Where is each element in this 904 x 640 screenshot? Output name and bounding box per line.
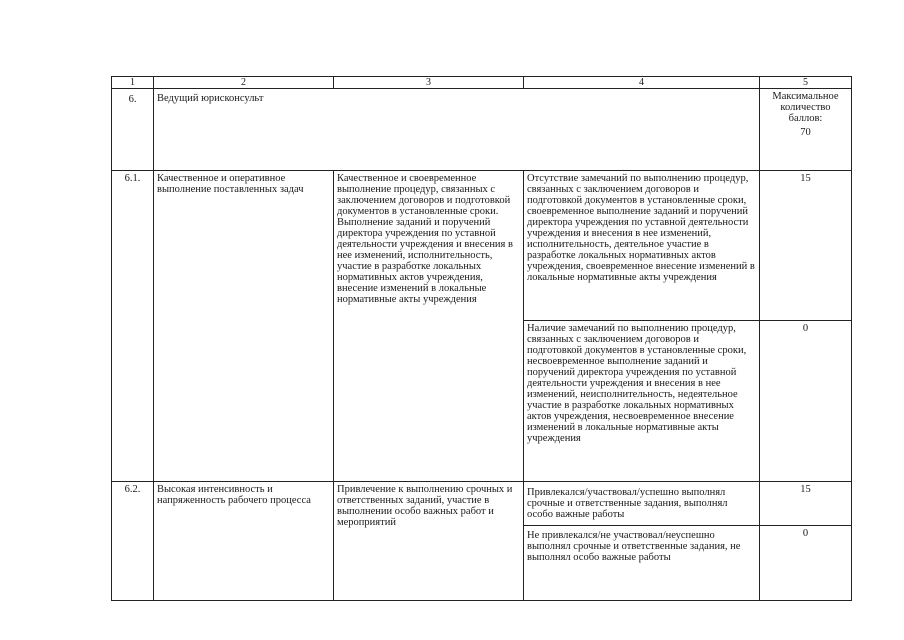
table-row — [112, 482, 852, 526]
section-title: Ведущий юрисконсульт — [154, 89, 760, 171]
description-text: Качественное и своевременное выполнение процедур, связанных с заключением договоров и подготовкой документов в установленные сроки. — [337, 173, 511, 217]
column-number-1: 1 — [112, 77, 154, 89]
condition-text: Не привлекался/не участвовал/неуспешно выполнял срочные и ответственные задания, не выполнял особо важные работы — [524, 526, 760, 601]
max-score-label: Максимальное количество баллов: — [772, 91, 839, 124]
condition-text: Привлекался/участвовал/успешно выполнял срочные и ответственные задания, выполнял особо важные работы — [524, 482, 760, 526]
column-number-3: 3 — [334, 77, 524, 89]
condition-text: Наличие замечаний по выполнению процедур, связанных с заключением договоров и подготовкой документов в установленные сроки, несвоевременное выполнение заданий и поручений директора учреждения по уставной деятельности учреждения и внесения в нее изменений, неисполнительность, недеятельное участие в разработке локальных нормативных актов учреждения, несвоевременное внесение изменений в локальные нормативные акты учреждения — [524, 321, 760, 482]
table-row — [112, 171, 852, 321]
description-text: Привлечение к выполнению срочных и ответственных заданий, участие в выполнении особо важных работ и мероприятий — [334, 482, 524, 601]
column-number-row — [112, 77, 852, 89]
section-row — [112, 89, 852, 171]
max-score-cell — [760, 89, 852, 171]
criterion-text: Высокая интенсивность и напряженность рабочего процесса — [154, 482, 334, 601]
max-score-value: 70 — [800, 127, 811, 138]
points-value: 15 — [760, 171, 852, 321]
column-number-5: 5 — [760, 77, 852, 89]
points-value: 0 — [760, 321, 852, 482]
condition-text: Отсутствие замечаний по выполнению процедур, связанных с заключением договоров и подготовкой документов в установленные сроки, своевременное выполнение заданий и поручений директора учреждения по уставной деятельности учреждения и внесения в нее изменений, исполнительность, деятельное участие в разработке локальных нормативных актов учреждения, своевременное внесение изменений в локальные нормативные акты учреждения — [524, 171, 760, 321]
criteria-table — [111, 76, 852, 601]
description-cell — [334, 171, 524, 482]
column-number-4: 4 — [524, 77, 760, 89]
column-number-2: 2 — [154, 77, 334, 89]
criterion-text: Качественное и оперативное выполнение поставленных задач — [154, 171, 334, 482]
row-number: 6.2. — [112, 482, 154, 601]
description-text-2: Выполнение заданий и поручений директора учреждения по уставной деятельности учреждения и внесения в нее изменений, исполнительность, участие в разработке локальных нормативных актов учреждения, внесение изменений в локальные нормативные акты учреждения — [337, 217, 513, 305]
points-value: 15 — [760, 482, 852, 526]
points-value: 0 — [760, 526, 852, 601]
row-number: 6.1. — [112, 171, 154, 482]
section-number: 6. — [112, 89, 154, 171]
